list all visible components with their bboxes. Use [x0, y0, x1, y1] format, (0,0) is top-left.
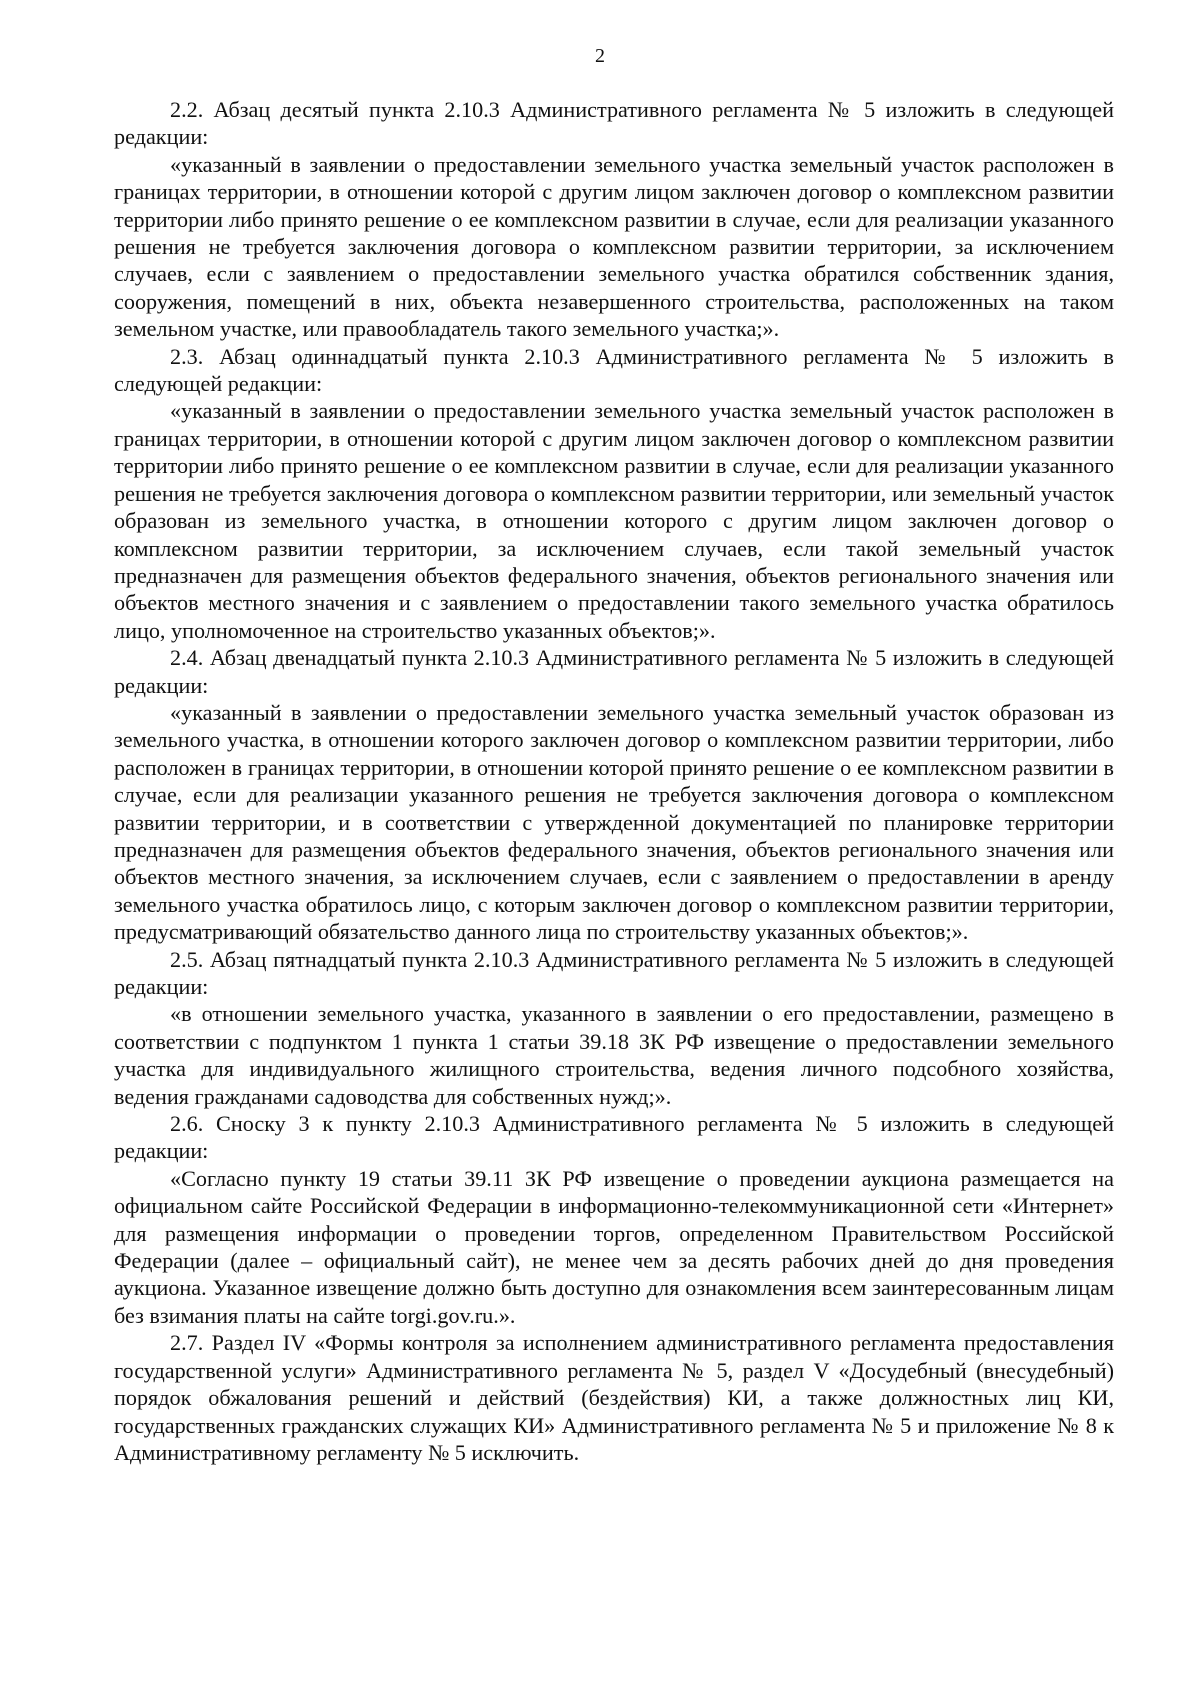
- paragraph-2-2: 2.2. Абзац десятый пункта 2.10.3 Административного регламента № 5 изложить в следующей редакции:: [114, 97, 1114, 150]
- paragraph-2-3: 2.3. Абзац одиннадцатый пункта 2.10.3 Административного регламента № 5 изложить в следующей редакции:: [114, 343, 1114, 397]
- paragraph-2-6: 2.6. Сноску 3 к пункту 2.10.3 Административного регламента № 5 изложить в следующей редакции:: [114, 1111, 1114, 1164]
- document-body: [114, 96, 1114, 1466]
- paragraph-2-3-text: «указанный в заявлении о предоставлении земельного участка земельный участок расположен в границах территории, в отношении которой с другим лицом заключен договор о комплексном развитии территории либо принято решение о ее комплексном развитии в случае, если для реализации указанного решения не требуется заключения договора о комплексном развитии территории, или земельный участок образован из земельного участка, в отношении которого с другим лицом заключен договор о комплексном развитии территории, за исключением случаев, если такой земельный участок предназначен для размещения объектов федерального значения, объектов регионального значения или объектов местного значения и с заявлением о предоставлении такого земельного участка обратилось лицо, уполномоченное на строительство указанных объектов;».: [114, 398, 1114, 643]
- paragraph-2-2-text: «указанный в заявлении о предоставлении земельного участка земельный участок расположен в границах территории, в отношении которой с другим лицом заключен договор о комплексном развитии территории либо принято решение о ее комплексном развитии в случае, если для реализации указанного решения не требуется заключения договора о комплексном развитии территории, за исключением случаев, если с заявлением о предоставлении земельного участка обратился собственник здания, сооружения, помещений в них, объекта незавершенного строительства, расположенных на таком земельном участке, или правообладатель такого земельного участка;».: [114, 151, 1114, 342]
- paragraph-2-6-text: «Согласно пункту 19 статьи 39.11 ЗК РФ извещение о проведении аукциона размещается на официальном сайте Российской Федерации в информационно-телекоммуникационной сети «Интернет» для размещения информации о проведении торгов, определенном Правительством Российской Федерации (далее – официальный сайт), не менее чем за десять рабочих дней до дня проведения аукциона. Указанное извещение должно быть доступно для ознакомления всем заинтересованным лицам без взимания платы на сайте torgi.gov.ru.».: [114, 1165, 1114, 1328]
- paragraph-2-5: 2.5. Абзац пятнадцатый пункта 2.10.3 Административного регламента № 5 изложить в следующей редакции:: [114, 946, 1114, 999]
- page-number: 2: [595, 45, 605, 67]
- paragraph-2-4: 2.4. Абзац двенадцатый пункта 2.10.3 Административного регламента № 5 изложить в следующей редакции:: [114, 645, 1114, 698]
- paragraph-2-5-text: «в отношении земельного участка, указанного в заявлении о его предоставлении, размещено в соответствии с подпунктом 1 пункта 1 статьи 39.18 ЗК РФ извещение о предоставлении земельного участка для индивидуального жилищного строительства, ведения личного подсобного хозяйства, ведения гражданами садоводства для собственных нужд;».: [114, 1001, 1114, 1109]
- paragraph-2-4-text: «указанный в заявлении о предоставлении земельного участка земельный участок образован из земельного участка, в отношении которого заключен договор о комплексном развитии территории, либо расположен в границах территории, в отношении которой принято решение о ее комплексном развитии в случае, если для реализации указанного решения не требуется заключения договора о комплексном развитии территории, и в соответствии с утвержденной документацией по планировке территории предназначен для размещения объектов федерального значения, объектов регионального значения или объектов местного значения, за исключением случаев, если с заявлением о предоставлении в аренду земельного участка обратилось лицо, с которым заключен договор о комплексном развитии территории, предусматривающий обязательство данного лица по строительству указанных объектов;».: [114, 699, 1114, 945]
- paragraph-2-7: 2.7. Раздел IV «Формы контроля за исполнением административного регламента предоставления государственной услуги» Административного регламента № 5, раздел V «Досудебный (внесудебный) порядок обжалования решений и действий (бездействия) КИ, а также должностных лиц КИ, государственных гражданских служащих КИ» Административного регламента № 5 и приложение № 8 к Административному регламенту № 5 исключить.: [114, 1330, 1114, 1465]
